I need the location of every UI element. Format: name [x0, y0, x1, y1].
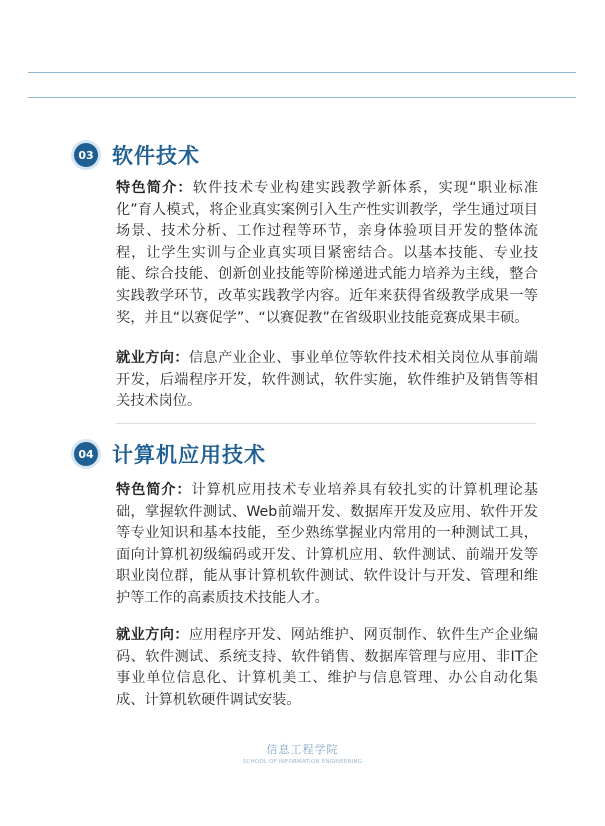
section-header-computer-application: [74, 439, 266, 469]
section-features-paragraph: [116, 480, 538, 610]
section-title: 计算机应用技术: [112, 443, 266, 467]
career-label: 就业方向：: [116, 350, 189, 366]
features-label: 特色简介：: [116, 180, 193, 196]
career-label: 就业方向：: [116, 627, 189, 643]
top-rule-secondary: [28, 97, 576, 98]
features-label: 特色简介：: [116, 482, 192, 498]
page-footer: [0, 741, 605, 765]
footer-school-name: 信息工程学院: [266, 743, 339, 756]
footer-school-name-en: SCHOOL OF INFORMATION ENGINEERING: [242, 759, 363, 765]
top-rule: [28, 72, 576, 73]
section-header-software: [74, 140, 200, 170]
section-number-badge: 04: [74, 442, 98, 466]
section-divider: [116, 423, 536, 424]
features-text: 计算机应用技术专业培养具有较扎实的计算机理论基础，掌握软件测试、Web前端开发、数据库开发及应用、软件开发等专业知识和基本技能，至少熟练掌握业内常用的一种测试工具，面向计算机初级编码或开发、计算机应用、软件测试、前端开发等职业岗位群，能从事计算机软件测试、软件设计与开发、管理和维护等工作的高素质技术技能人才。: [116, 482, 538, 606]
section-title: 软件技术: [112, 144, 200, 168]
career-text: 应用程序开发、网站维护、网页制作、软件生产企业编码、软件测试、系统支持、软件销售、数据库管理与应用、非IT企事业单位信息化、计算机美工、维护与信息管理、办公自动化集成、计算机软硬件调试安装。: [116, 627, 538, 708]
section-number-badge: 03: [74, 143, 98, 167]
features-text: 软件技术专业构建实践教学新体系，实现“职业标准化”育人模式，将企业真实案例引入生产性实训教学，学生通过项目场景、技术分析、工作过程等环节，亲身体验项目开发的整体流程，让学生实训与企业真实项目紧密结合。以基本技能、专业技能、综合技能、创新创业技能等阶梯递进式能力培养为主线，整合实践教学环节，改革实践教学内容。近年来获得省级教学成果一等奖，并且“以赛促学”、“以赛促教”在省级职业技能竞赛成果丰硕。: [116, 180, 538, 326]
section-career-paragraph: [116, 625, 538, 711]
career-text: 信息产业企业、事业单位等软件技术相关岗位从事前端开发，后端程序开发，软件测试，软件实施，软件维护及销售等相关技术岗位。: [116, 350, 538, 410]
section-career-paragraph: [116, 348, 538, 413]
section-features-paragraph: [116, 178, 538, 329]
